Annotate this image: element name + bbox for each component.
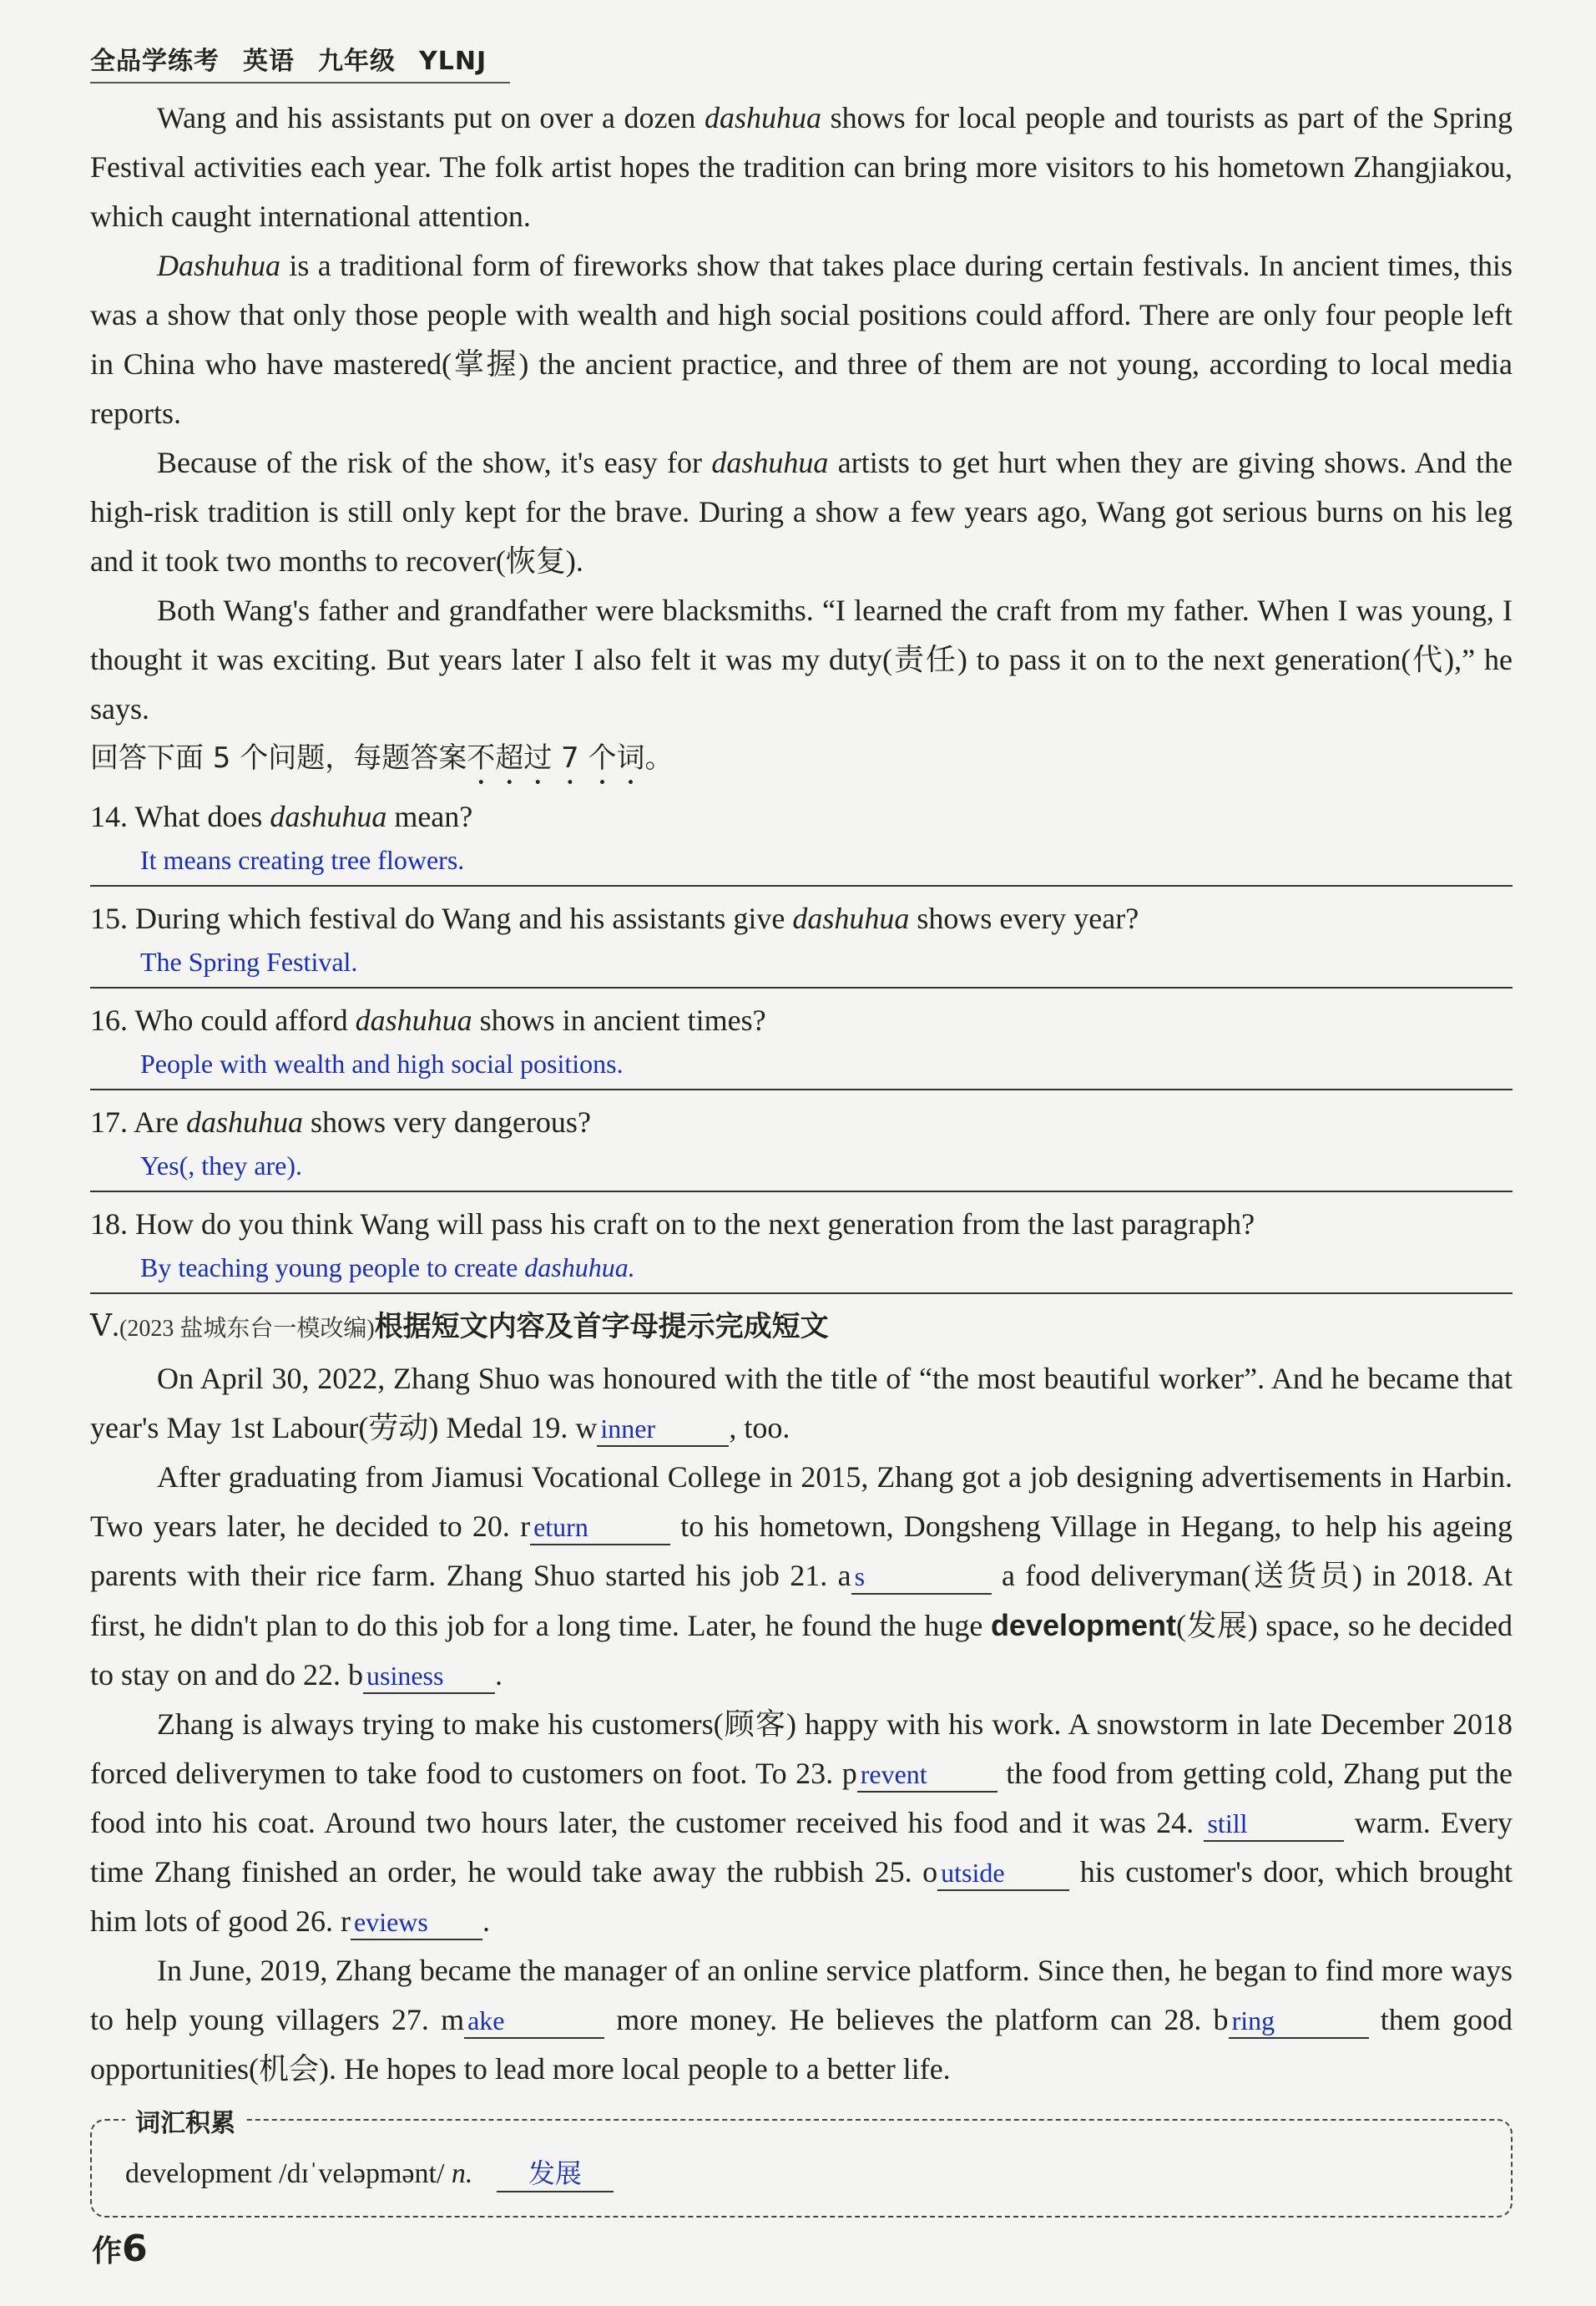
- vocabulary-entry: [125, 2152, 614, 2192]
- blank-19[interactable]: inner: [597, 1412, 729, 1447]
- vocab-phonetic: /dɪˈveləpmənt/: [279, 2158, 445, 2189]
- blank-26[interactable]: eviews: [351, 1905, 482, 1940]
- answer-line[interactable]: It means creating tree flowers.: [90, 842, 1513, 887]
- section-source: (2023 盐城东台一模改编): [119, 1316, 375, 1342]
- passage-paragraph-4: Both Wang's father and grandfather were blacksmiths. “I learned the craft from my father. When I was young, I thought it was exciting. But years later I also felt it was my duty(责任) to pass it on to the next generation(代),” he says.: [90, 594, 1513, 726]
- question-18: [90, 1199, 1513, 1294]
- blank-23[interactable]: revent: [857, 1757, 998, 1793]
- page-number: 6: [122, 2228, 148, 2270]
- passage-paragraph-2: Dashuhua is a traditional form of fireworks show that takes place during certain festivals. In ancient times, this was a show that only those people with wealth and high social positions could afford. There are only four people left in China who have mastered(掌握) the ancient practice, and three of them are not young, according to local media reports.: [90, 249, 1513, 430]
- question-text: 18. How do you think Wang will pass his craft on to the next generation from the last paragraph?: [90, 1207, 1255, 1241]
- reading-passage: [90, 94, 1513, 734]
- answer-line[interactable]: By teaching young people to create dashuhua.: [90, 1249, 1513, 1294]
- vocab-pos: n.: [451, 2158, 473, 2189]
- answer-line[interactable]: Yes(, they are).: [90, 1147, 1513, 1192]
- vocabulary-box: [90, 2109, 1513, 2218]
- cloze-paragraph-2: After graduating from Jiamusi Vocational College in 2015, Zhang got a job designing advertisements in Harbin. Two years later, he decided to 20. r eturn to his hometown, Dongsheng Village in Hegang, to help his ageing parents with their rice farm. Zhang Shuo started his job 21. a s a food deliveryman(送货员) in 2018. At first, he didn't plan to do this job for a long time. Later, he found the huge development(发展) space, so he decided to stay on and do 22. b usiness .: [90, 1453, 1513, 1700]
- question-list: [90, 791, 1513, 1294]
- page-footer: [92, 2228, 148, 2270]
- section-5-heading: [90, 1301, 1513, 1354]
- cloze-paragraph-1: On April 30, 2022, Zhang Shuo was honoured with the title of “the most beautiful worker”. And he became that year's May 1st Labour(劳动) Medal 19. w inner , too.: [90, 1354, 1513, 1453]
- header-subject: 英语: [243, 47, 295, 76]
- vocab-word: development: [125, 2158, 272, 2189]
- question-16: [90, 995, 1513, 1090]
- question-text: 14. What does dashuhua mean?: [90, 800, 473, 833]
- cloze-passage: [90, 1354, 1513, 2094]
- blank-21[interactable]: s: [851, 1560, 992, 1595]
- cloze-paragraph-4: In June, 2019, Zhang became the manager of an online service platform. Since then, he began to find more ways to help young villagers 27. m ake more money. He believes the platform can 28. b ring them good opportunities(机会). He hopes to lead more local people to a better life.: [90, 1954, 1513, 2086]
- question-17: [90, 1097, 1513, 1192]
- question-15: [90, 893, 1513, 989]
- question-text: 16. Who could afford dashuhua shows in ancient times?: [90, 1004, 766, 1037]
- header-series: 全品学练考: [90, 47, 220, 76]
- answer-line[interactable]: The Spring Festival.: [90, 943, 1513, 989]
- vocab-meaning-blank[interactable]: 发展: [497, 2152, 614, 2192]
- question-instruction: 回答下面 5 个问题，每题答案不超过 7 个词。: [90, 741, 674, 775]
- question-text: 17. Are dashuhua shows very dangerous?: [90, 1105, 591, 1139]
- section-number: Ⅴ.: [90, 1309, 119, 1343]
- answer-line[interactable]: People with wealth and high social positions.: [90, 1045, 1513, 1090]
- cloze-paragraph-3: Zhang is always trying to make his customers(顾客) happy with his work. A snowstorm in late December 2018 forced deliverymen to take food to customers on foot. To 23. p revent the food from getting cold, Zhang put the food into his coat. Around two hours later, the customer received his food and it was 24. still warm. Every time Zhang finished an order, he would take away the rubbish 25. o utside his customer's door, which brought him lots of good 26. r eviews .: [90, 1700, 1513, 1946]
- header-edition: YLNJ: [419, 47, 487, 76]
- blank-22[interactable]: usiness: [363, 1659, 495, 1694]
- page-header: [90, 40, 510, 83]
- blank-28[interactable]: ring: [1229, 2004, 1369, 2039]
- bold-word: development: [990, 1608, 1176, 1642]
- question-text: 15. During which festival do Wang and his assistants give dashuhua shows every year?: [90, 902, 1139, 935]
- passage-paragraph-3: Because of the risk of the show, it's easy for dashuhua artists to get hurt when they are giving shows. And the high-risk tradition is still only kept for the brave. During a show a few years ago, Wang got serious burns on his leg and it took two months to recover(恢复).: [90, 446, 1513, 578]
- passage-paragraph-1: Wang and his assistants put on over a dozen dashuhua shows for local people and tourists as part of the Spring Festival activities each year. The folk artist hopes the tradition can bring more visitors to his hometown Zhangjiakou, which caught international attention.: [90, 101, 1513, 233]
- vocabulary-title: 词汇积累: [125, 2102, 245, 2139]
- footer-label: 作: [92, 2234, 123, 2268]
- header-grade: 九年级: [318, 47, 396, 76]
- blank-27[interactable]: ake: [464, 2004, 604, 2039]
- blank-24[interactable]: still: [1204, 1807, 1344, 1842]
- blank-20[interactable]: eturn: [530, 1510, 670, 1545]
- blank-25[interactable]: utside: [937, 1856, 1069, 1891]
- question-14: [90, 791, 1513, 887]
- section-title: 根据短文内容及首字母提示完成短文: [374, 1310, 829, 1343]
